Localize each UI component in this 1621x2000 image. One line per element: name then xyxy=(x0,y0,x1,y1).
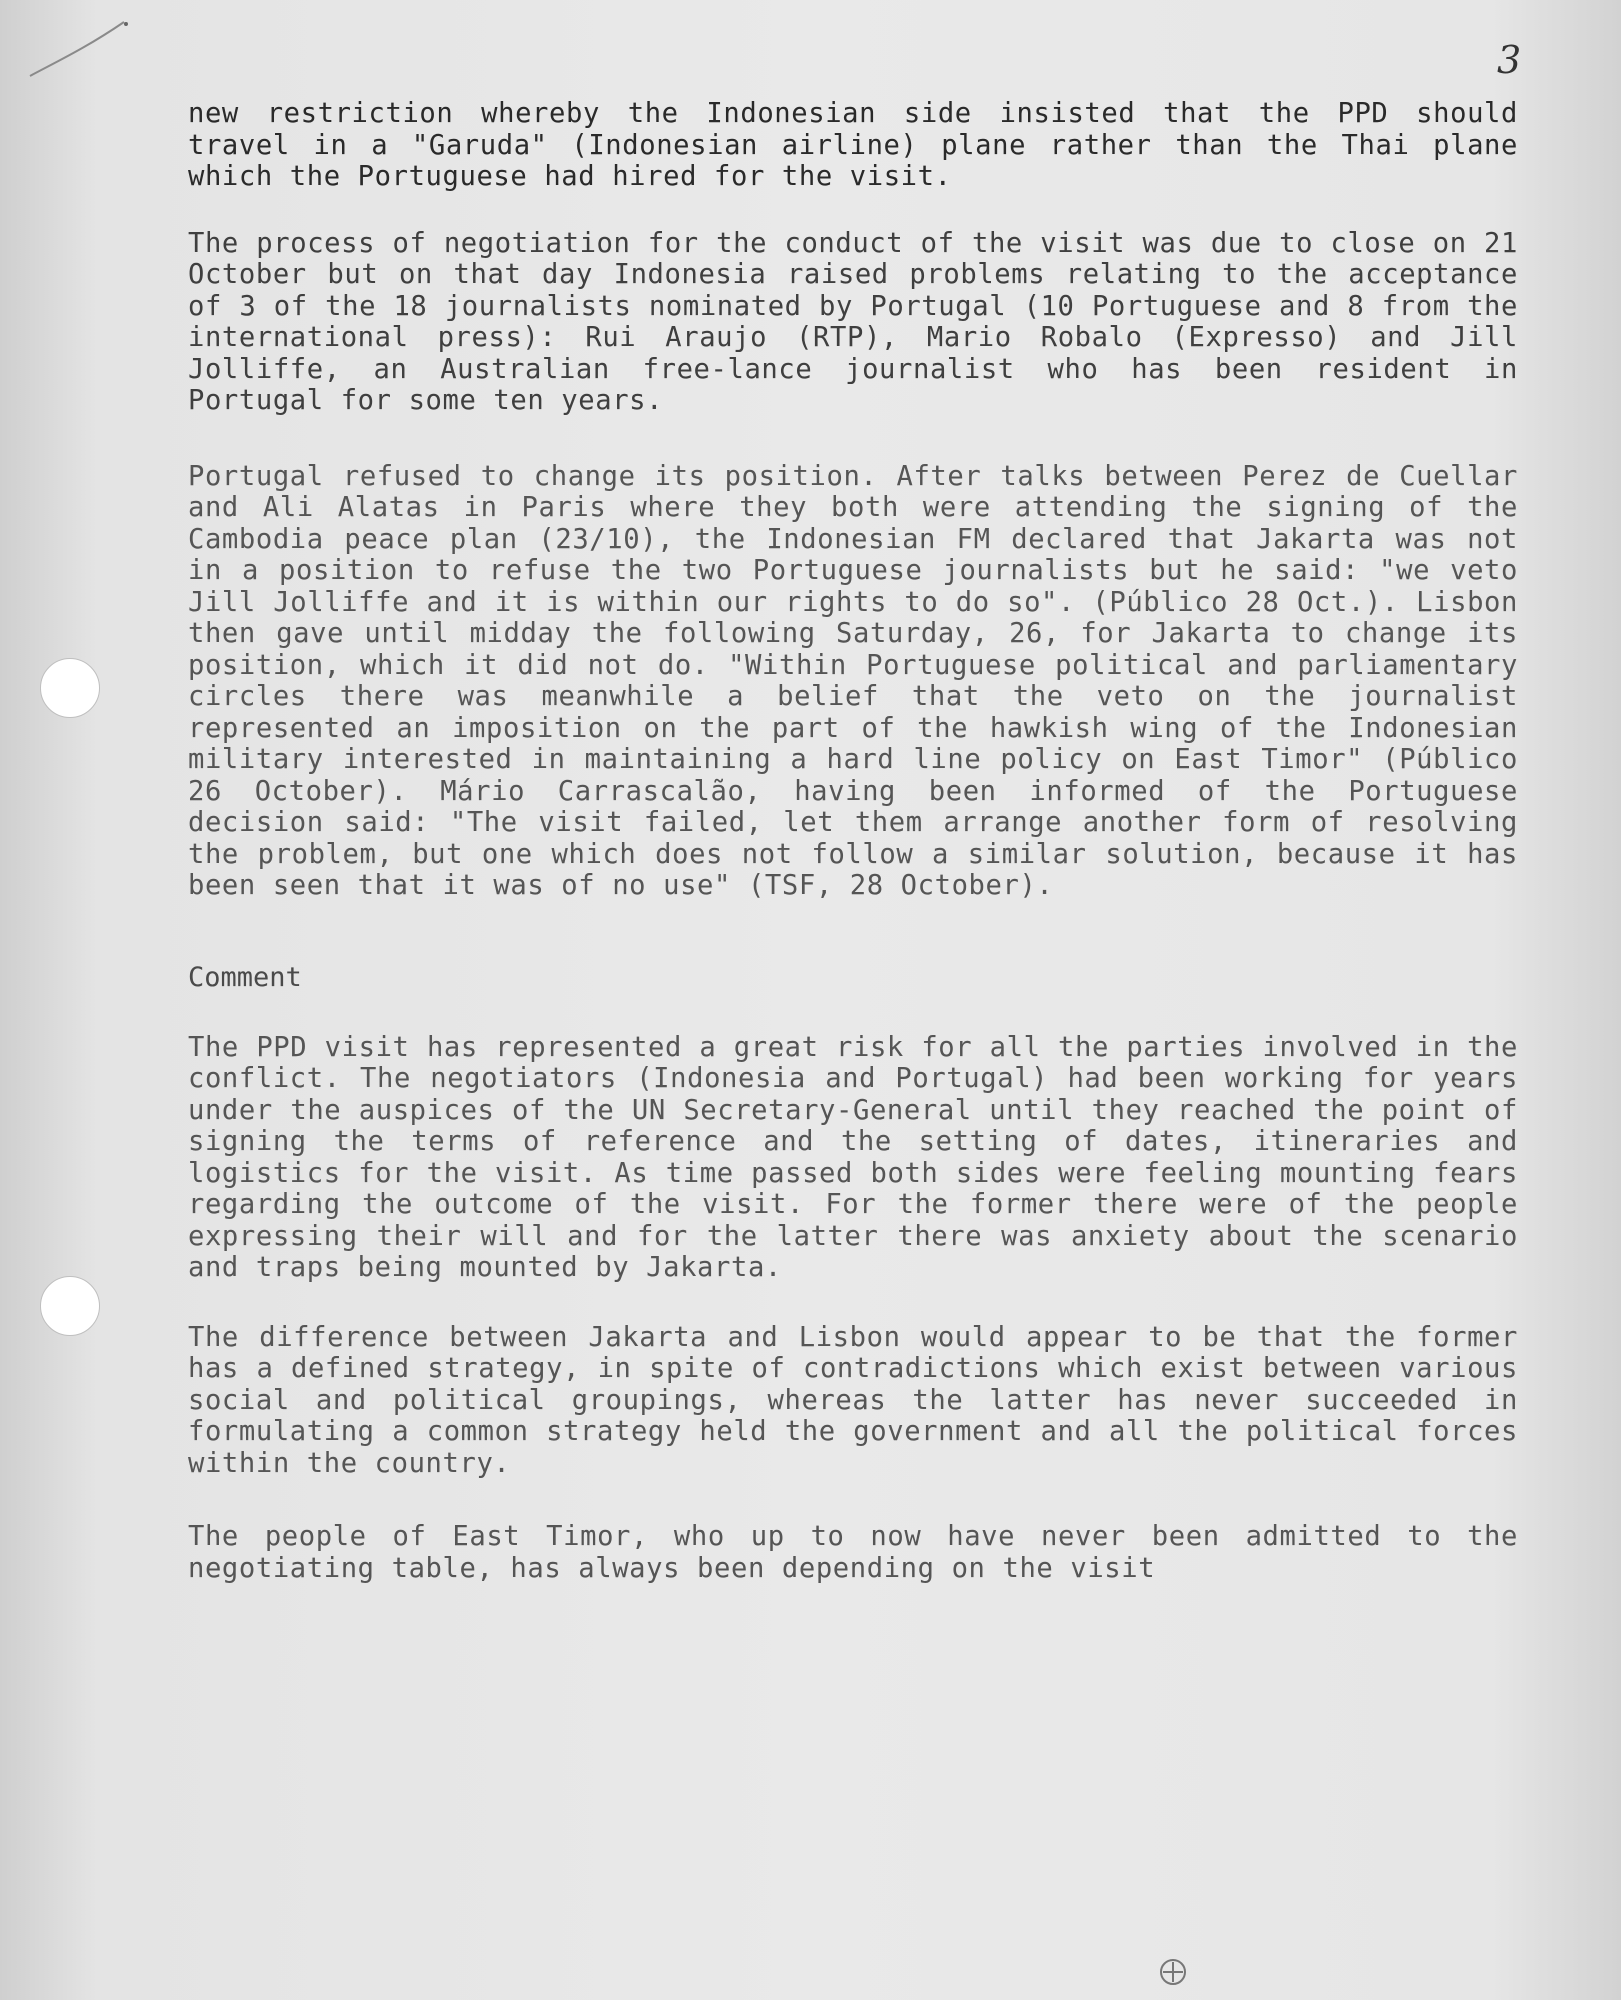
registration-mark-icon xyxy=(1157,1956,1189,1988)
pencil-mark-icon xyxy=(26,14,136,84)
punch-hole-top xyxy=(40,658,100,718)
punch-hole-bottom xyxy=(40,1276,100,1336)
paragraph-ppd-visit-risk: The PPD visit has represented a great risk for all the parties involved in the conflict. The negotiators (Indonesia and Portugal) had been working for years under the auspices of the UN Secretary-General until they reached the point of signing the terms of reference and the setting of dates, itineraries and logistics for the visit. As time passed both sides were feeling mounting fears regarding the outcome of the visit. For the former there were of the people expressing their will and for the latter there was anxiety about the scenario and traps being mounted by Jakarta. xyxy=(188,1031,1518,1283)
page-number: 3 xyxy=(1497,38,1522,82)
paragraph-jakarta-lisbon-difference: The difference between Jakarta and Lisbon would appear to be that the former has a defined strategy, in spite of contradictions which exist between various social and political groupings, whereas the latter has never succeeded in formulating a common strategy held the government and all the political forces within the country. xyxy=(188,1321,1518,1479)
section-heading-comment: Comment xyxy=(188,961,302,993)
document-body xyxy=(188,98,1518,1584)
paragraph-portugal-position: Portugal refused to change its position. After talks between Perez de Cuellar and Ali Alatas in Paris where they both were attending the signing of the Cambodia peace plan (23/10), the Indonesian FM declared that Jakarta was not in a position to refuse the two Portuguese journalists but he said: "we veto Jill Jolliffe and it is within our rights to do so". (Público 28 Oct.). Lisbon then gave until midday the following Saturday, 26, for Jakarta to change its position, which it did not do. "Within Portuguese political and parliamentary circles there was meanwhile a belief that the veto on the journalist represented an imposition on the part of the hawkish wing of the Indonesian military interested in maintaining a hard line policy on East Timor" (Público 26 October). Mário Carrascalão, having been informed of the Portuguese decision said: "The visit failed, let them arrange another form of resolving the problem, but one which does not follow a similar solution, because it has been seen that it was of no use" (TSF, 28 October). xyxy=(188,460,1518,901)
paragraph-east-timor-people: The people of East Timor, who up to now have never been admitted to the negotiating table, has always been depending on the visit xyxy=(188,1521,1518,1584)
paragraph-continued: new restriction whereby the Indonesian side insisted that the PPD should travel in a "Garuda" (Indonesian airline) plane rather than the Thai plane which the Portuguese had hired for the visit. xyxy=(188,98,1518,192)
paragraph-negotiation-process: The process of negotiation for the conduct of the visit was due to close on 21 October but on that day Indonesia raised problems relating to the acceptance of 3 of the 18 journalists nominated by Portugal (10 Portuguese and 8 from the international press): Rui Araujo (RTP), Mario Robalo (Expresso) and Jill Jolliffe, an Australian free-lance journalist who has been resident in Portugal for some ten years. xyxy=(188,227,1518,416)
